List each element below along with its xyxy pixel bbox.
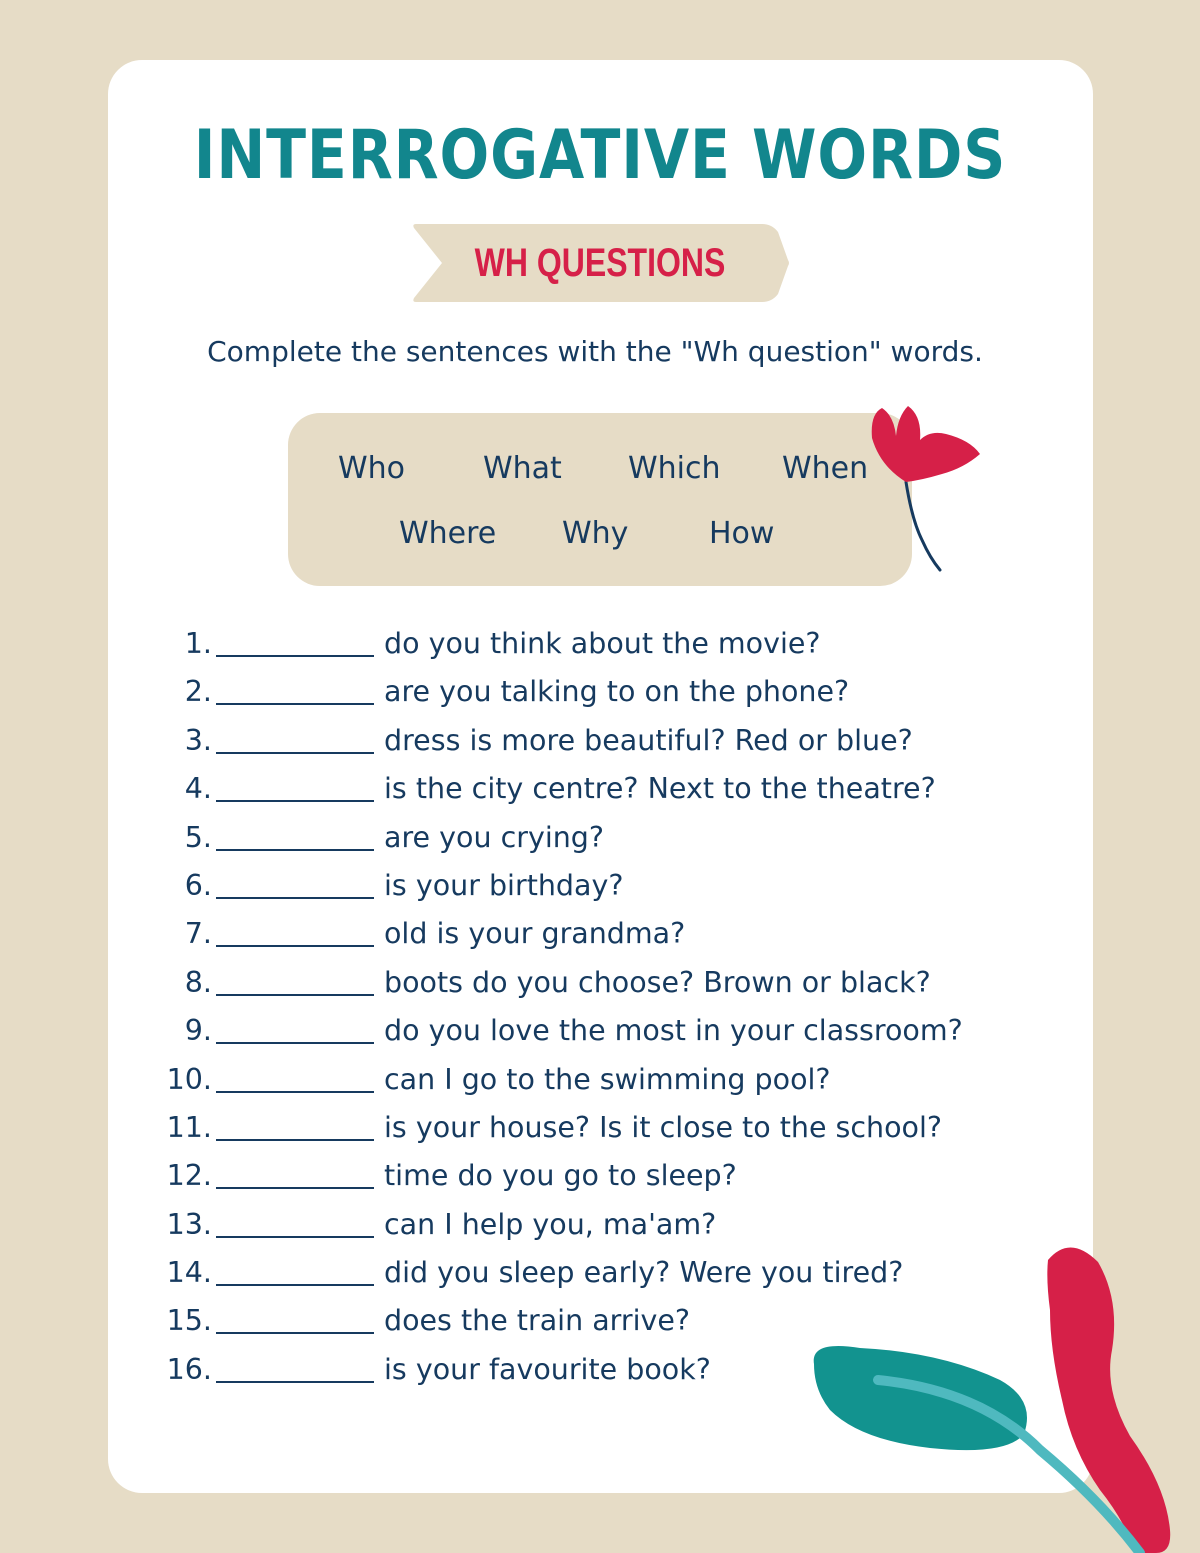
answer-blank[interactable] (216, 1330, 374, 1334)
question-item (150, 1104, 1050, 1152)
question-number: 4. (184, 772, 212, 806)
question-number: 13. (166, 1207, 212, 1241)
question-item (150, 717, 1050, 765)
question-text: can I go to the swimming pool? (384, 1062, 831, 1096)
answer-blank[interactable] (216, 1137, 374, 1141)
word-bank-item: When (782, 451, 869, 486)
word-bank-item: What (483, 451, 562, 486)
question-item (150, 765, 1050, 813)
answer-blank[interactable] (216, 943, 374, 947)
question-text: old is your grandma? (384, 917, 686, 951)
answer-blank[interactable] (216, 750, 374, 754)
question-number: 12. (166, 1159, 212, 1193)
question-number: 9. (184, 1014, 212, 1048)
question-text: is your birthday? (384, 868, 624, 902)
question-text: do you love the most in your classroom? (384, 1014, 963, 1048)
question-text: is your house? Is it close to the school? (384, 1110, 943, 1144)
question-number: 6. (184, 868, 212, 902)
subtitle-ribbon (410, 222, 790, 304)
question-item (150, 668, 1050, 716)
question-text: is the city centre? Next to the theatre? (384, 772, 936, 806)
answer-blank[interactable] (216, 992, 374, 996)
question-item (150, 1056, 1050, 1104)
question-text: did you sleep early? Were you tired? (384, 1256, 904, 1290)
question-text: does the train arrive? (384, 1304, 691, 1338)
question-number: 1. (184, 627, 212, 660)
answer-blank[interactable] (216, 1379, 374, 1383)
answer-blank[interactable] (216, 653, 374, 657)
question-number: 10. (166, 1062, 212, 1096)
question-number: 14. (166, 1256, 212, 1290)
question-text: boots do you choose? Brown or black? (384, 965, 931, 999)
leaf-decoration-icon (800, 1240, 1200, 1553)
question-number: 5. (184, 820, 212, 854)
question-text: can I help you, ma'am? (384, 1207, 717, 1241)
question-item (150, 620, 1050, 668)
question-number: 15. (166, 1304, 212, 1338)
answer-blank[interactable] (216, 701, 374, 705)
question-text: is your favourite book? (384, 1352, 711, 1386)
question-item (150, 910, 1050, 958)
question-text: are you talking to on the phone? (384, 675, 850, 709)
question-item (150, 959, 1050, 1007)
question-text: dress is more beautiful? Red or blue? (384, 723, 913, 757)
word-bank-item: How (709, 516, 775, 551)
answer-blank[interactable] (216, 1040, 374, 1044)
answer-blank[interactable] (216, 1282, 374, 1286)
answer-blank[interactable] (216, 895, 374, 899)
question-item (150, 1152, 1050, 1200)
word-bank-item: Which (628, 451, 721, 486)
question-item (150, 1007, 1050, 1055)
question-text: time do you go to sleep? (384, 1159, 737, 1193)
word-bank-item: Who (338, 451, 406, 486)
answer-blank[interactable] (216, 798, 374, 802)
question-number: 16. (166, 1352, 212, 1386)
question-number: 7. (184, 917, 212, 951)
question-text: are you crying? (384, 820, 605, 854)
answer-blank[interactable] (216, 1185, 374, 1189)
answer-blank[interactable] (216, 1234, 374, 1238)
answer-blank[interactable] (216, 1089, 374, 1093)
word-bank-item: Why (562, 516, 629, 551)
page-title: INTERROGATIVE WORDS (193, 116, 1007, 195)
word-bank (288, 413, 912, 586)
subtitle: WH QUESTIONS (474, 241, 726, 285)
question-number: 2. (184, 675, 212, 709)
question-number: 8. (184, 965, 212, 999)
question-number: 11. (166, 1110, 212, 1144)
word-bank-item: Where (399, 516, 497, 551)
answer-blank[interactable] (216, 847, 374, 851)
instruction-text: Complete the sentences with the "Wh question" words. (207, 335, 983, 368)
flower-icon (862, 400, 992, 580)
question-item (150, 862, 1050, 910)
question-number: 3. (184, 723, 212, 757)
question-item (150, 814, 1050, 862)
question-text: do you think about the movie? (384, 627, 821, 660)
